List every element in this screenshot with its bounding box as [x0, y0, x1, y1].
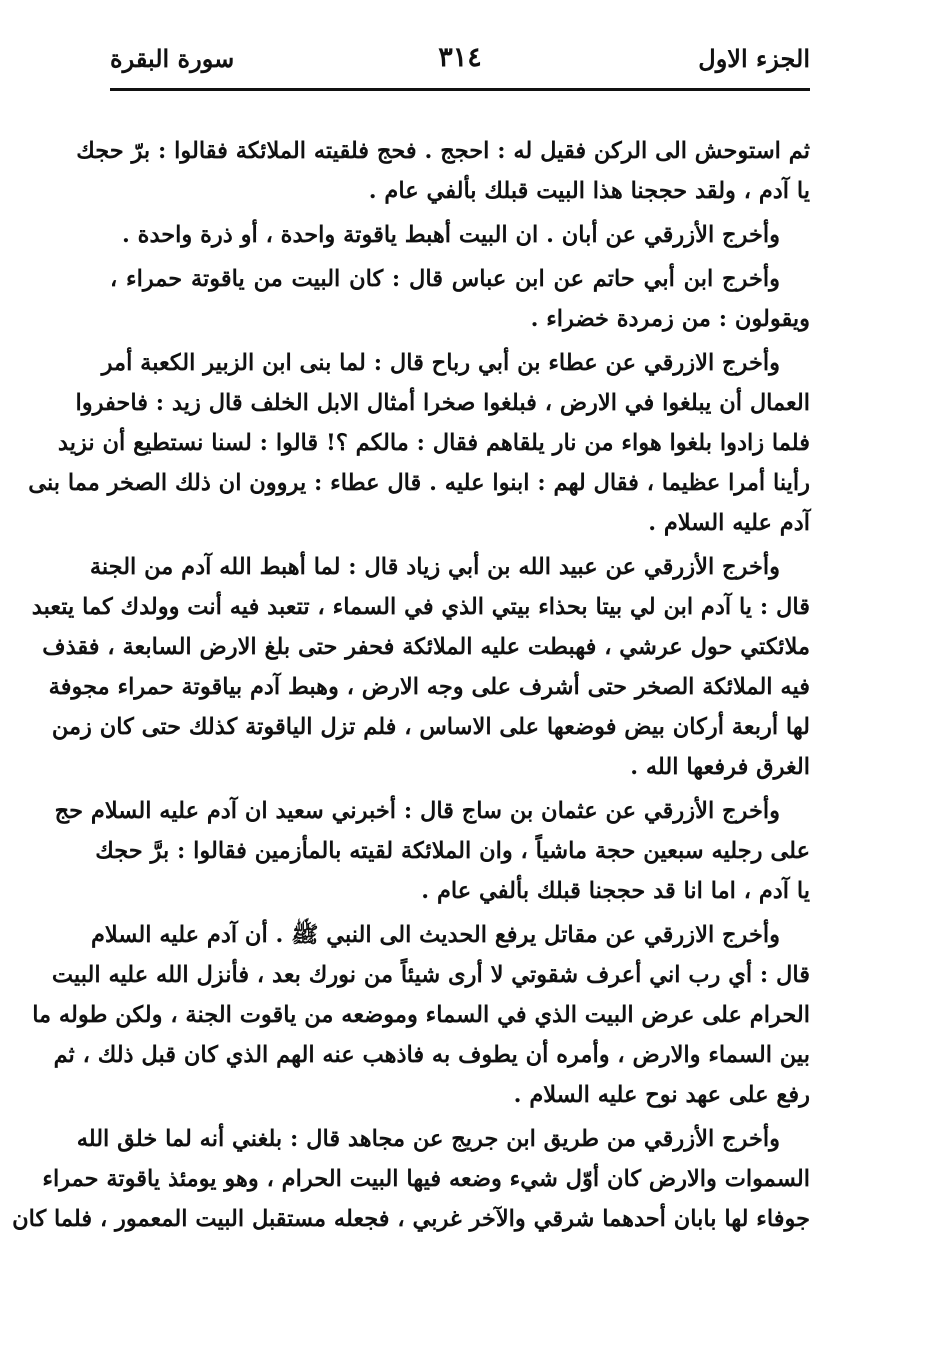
text-line: وأخرج الأزرقي عن عبيد الله بن أبي زياد قال : لما أهبط الله آدم من الجنة	[89, 554, 780, 580]
surah-title: سورة البقرة	[110, 44, 235, 73]
text-line: الغرق فرفعها الله .	[630, 754, 810, 780]
page-number: ٣١٤	[438, 42, 482, 73]
text-line: وأخرج الأزرقي عن أبان . ان البيت أهبط ياقوتة واحدة ، أو ذرة واحدة .	[121, 222, 780, 248]
text-line: العمال أن يبلغوا في الارض ، فبلغوا صخرا أمثال الابل الخلف قال زيد : فاحفروا	[75, 390, 810, 416]
header-divider	[110, 88, 810, 91]
text-line: وأخرج ابن أبي حاتم عن ابن عباس قال : كان البيت من ياقوتة حمراء ،	[110, 266, 780, 292]
text-line: قال : أي رب اني أعرف شقوتي لا أرى شيئاً من نورك بعد ، فأنزل الله عليه البيت	[51, 962, 810, 988]
text-line: قال : يا آدم ابن لي بيتا بحذاء بيتي الذي في السماء ، تتعبد فيه أنت وولدك كما يتعبد	[31, 594, 810, 620]
volume-title: الجزء الاول	[698, 44, 810, 73]
paragraph	[12, 1119, 810, 1239]
paragraph	[76, 131, 810, 211]
text-line: ويقولون : من زمردة خضراء .	[530, 306, 810, 332]
text-line: وأخرج الأزرقي من طريق ابن جريج عن مجاهد قال : بلغني أنه لما خلق الله	[76, 1126, 780, 1152]
text-line: وأخرج الازرقي عن مقاتل يرفع الحديث الى النبي ﷺ . أن آدم عليه السلام	[90, 922, 780, 948]
text-line: آدم عليه السلام .	[648, 510, 810, 536]
text-line: يا آدم ، ولقد حججنا هذا البيت قبلك بألفي عام .	[368, 178, 810, 204]
text-line: جوفاء لها بابان أحدهما شرقي والآخر غربي ، فجعله مستقبل البيت المعمور ، فلما كان	[12, 1206, 810, 1232]
paragraph	[32, 915, 810, 1115]
text-line: فيه الملائكة الصخر حتى أشرف على وجه الارض ، وهبط آدم بياقوتة حمراء مجوفة	[48, 674, 810, 700]
page-body	[12, 131, 810, 1239]
text-line: رفع على عهد نوح عليه السلام .	[513, 1082, 810, 1108]
text-line: وأخرج الأزرقي عن عثمان بن ساج قال : أخبرني سعيد ان آدم عليه السلام حج	[54, 798, 780, 824]
book-page	[12, 38, 810, 1243]
text-line: رأينا أمرا عظيما ، فقال لهم : ابنوا عليه . قال عطاء : يروون ان ذلك الصخر مما بنى	[28, 470, 810, 496]
text-line: وأخرج الازرقي عن عطاء بن أبي رباح قال : لما بنى ابن الزبير الكعبة أمر	[101, 350, 780, 376]
paragraph	[31, 547, 810, 787]
text-line: فلما زادوا بلغوا هواء من نار يلقاهم فقال : مالكم ؟! قالوا : لسنا نستطيع أن نزيد	[57, 430, 810, 456]
page-header	[110, 38, 810, 88]
text-line: ملائكتي حول عرشي ، فهبطت عليه الملائكة فحفر حتى بلغ الارض السابعة ، فقذف	[42, 634, 810, 660]
text-line: الحرام على عرض البيت الذي في السماء وموضعه من ياقوت الجنة ، ولكن طوله ما	[32, 1002, 810, 1028]
paragraph	[28, 343, 810, 543]
paragraph	[110, 259, 810, 339]
text-line: بين السماء والارض ، وأمره أن يطوف به فاذهب عنه الهم الذي كان قبل ذلك ، ثم	[53, 1042, 810, 1068]
text-line: يا آدم ، اما انا قد حججنا قبلك بألفي عام .	[421, 878, 810, 904]
paragraph	[54, 791, 810, 911]
text-line: على رجليه سبعين حجة ماشياً ، وان الملائكة لقيته بالمأزمين فقالوا : برَّ حجك	[95, 838, 810, 864]
text-line: ثم استوحش الى الركن فقيل له : احجج . فحج فلقيته الملائكة فقالوا : برّ حجك	[76, 138, 810, 164]
text-line: السموات والارض كان أوّل شيء وضعه فيها البيت الحرام ، وهو يومئذ ياقوتة حمراء	[42, 1166, 810, 1192]
paragraph	[110, 215, 810, 255]
text-line: لها أربعة أركان بيض فوضعها على الاساس ، فلم تزل الياقوتة كذلك حتى كان زمن	[51, 714, 810, 740]
